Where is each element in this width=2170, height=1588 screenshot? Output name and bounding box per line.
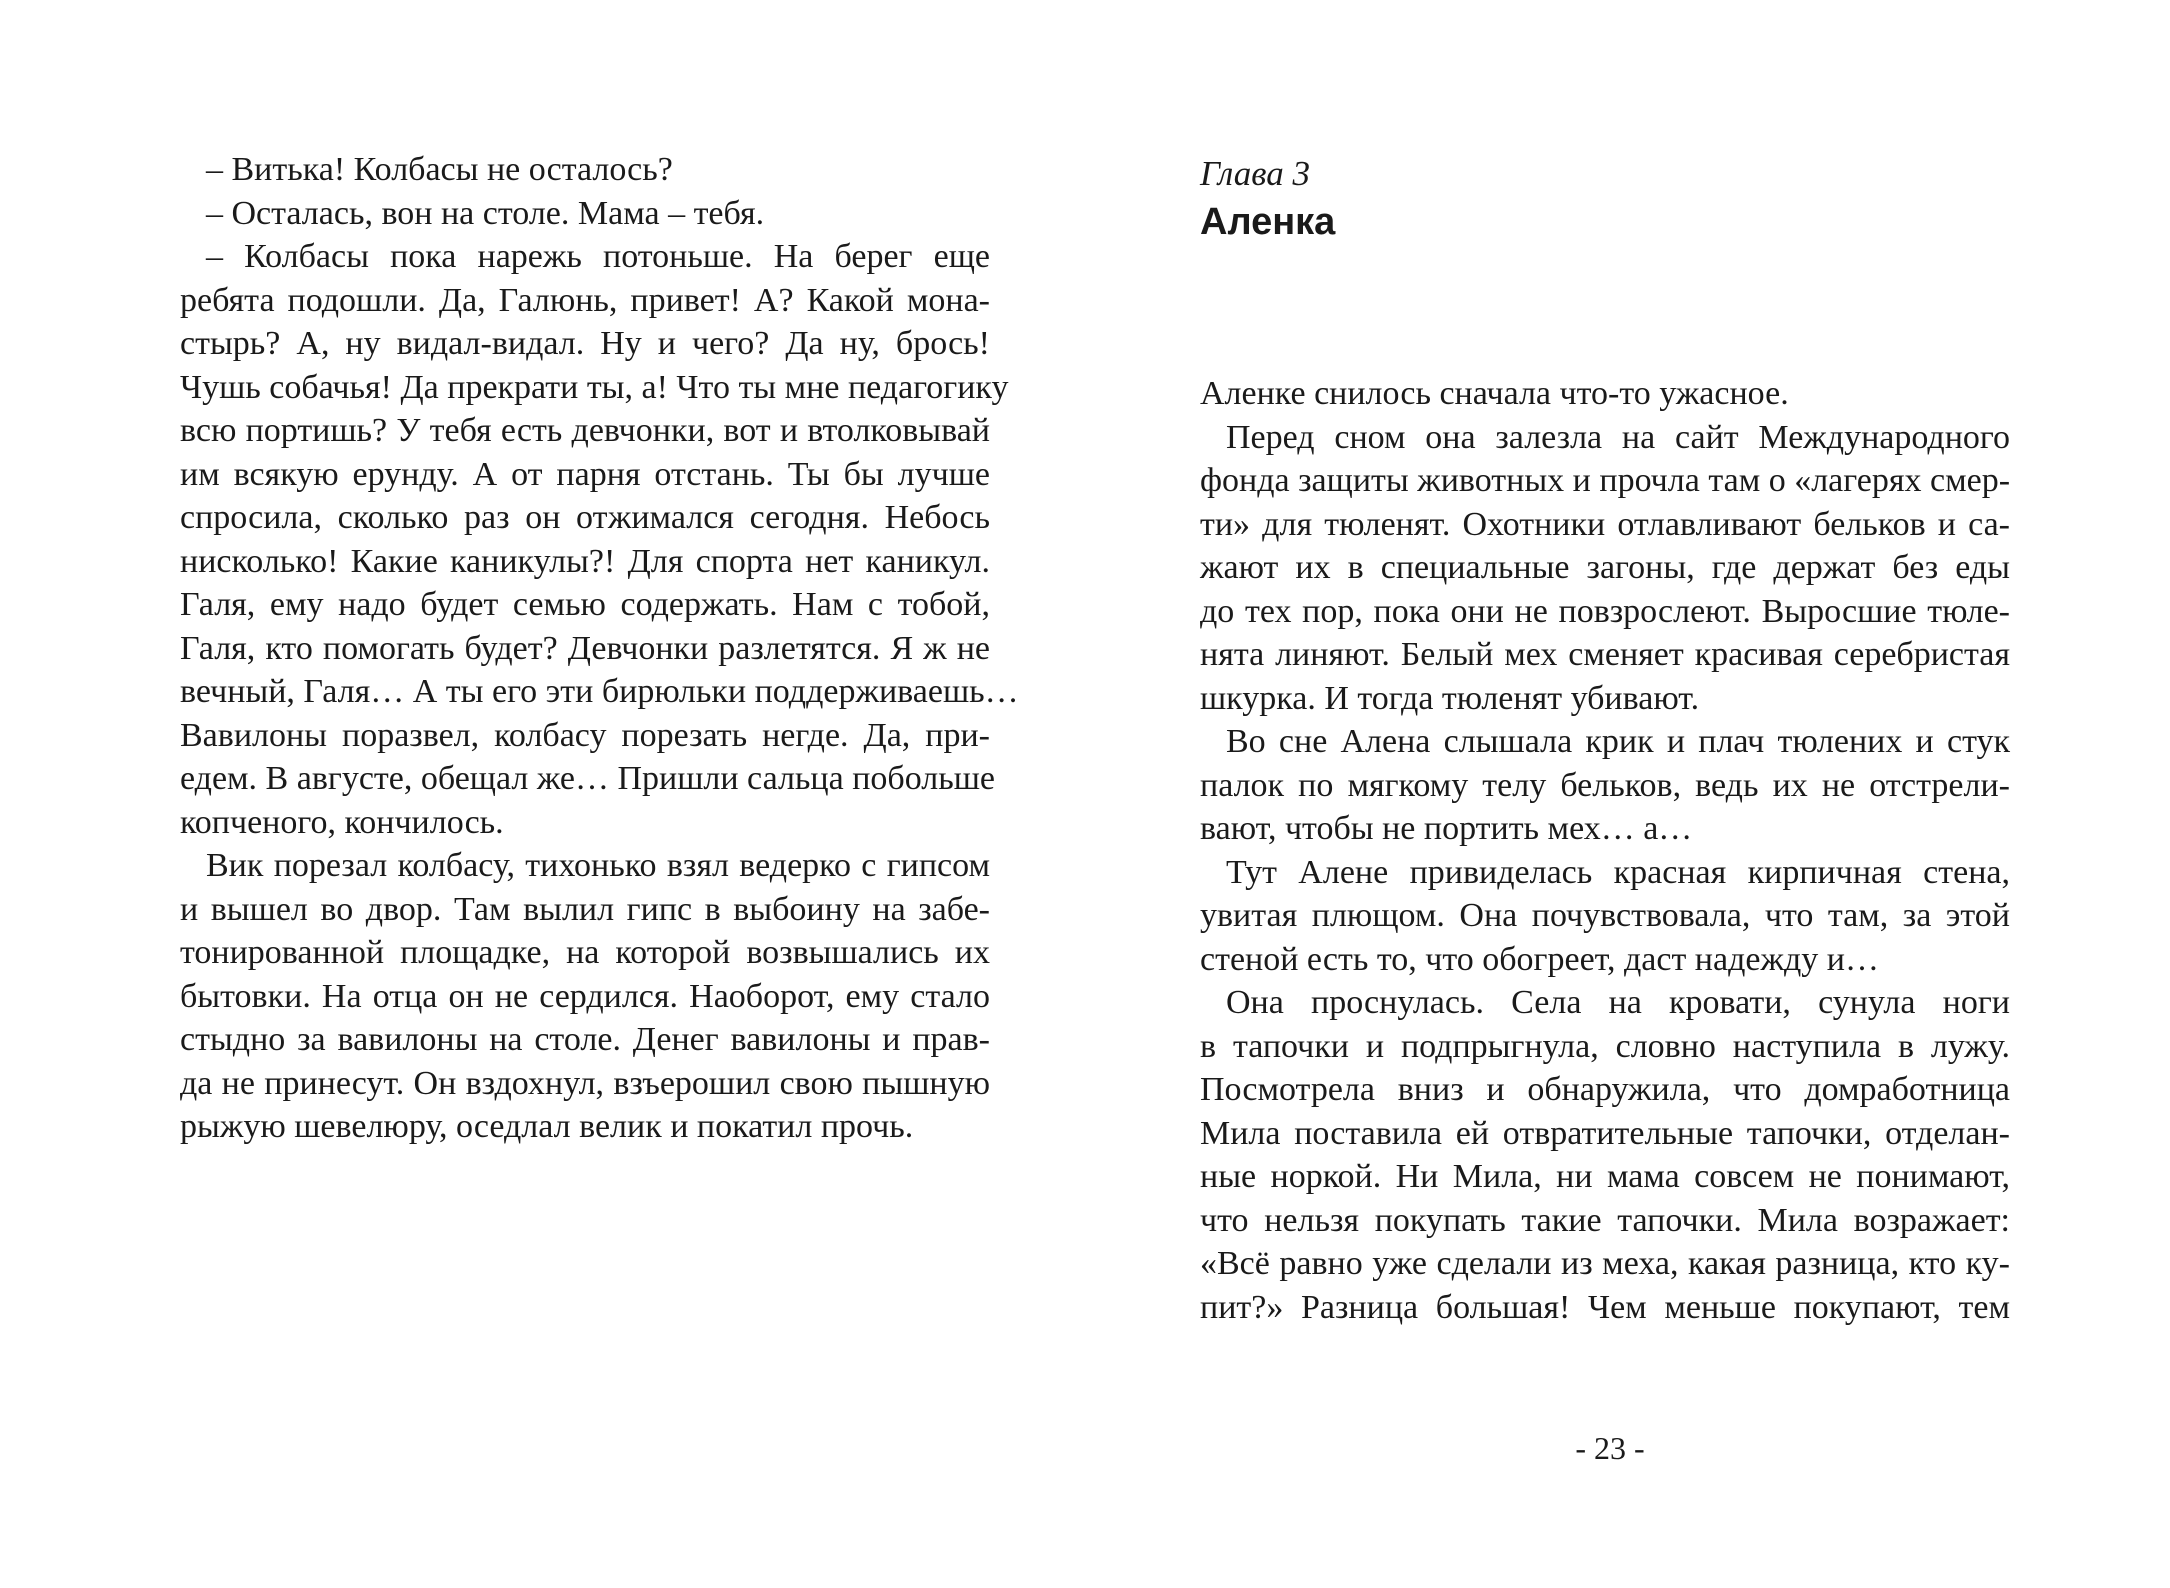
text-line: спросила, сколько раз он отжимался сегодня. Небось xyxy=(180,499,990,536)
text-line: Посмотрела вниз и обнаружила, что домработница xyxy=(1200,1071,2010,1108)
text-line: им всякую ерунду. А от парня отстань. Ты бы лучше xyxy=(180,455,990,493)
text-line: ребята подошли. Да, Галюнь, привет! А? Какой мона- xyxy=(180,281,990,319)
text-line: до тех пор, пока они не повзрослеют. Выросшие тюле- xyxy=(1200,592,2010,630)
text-line: тонированной площадке, на которой возвышались их xyxy=(180,934,990,971)
right-page-text xyxy=(1200,372,2010,1329)
text-line: шкурка. И тогда тюленят убивают. xyxy=(1200,679,1700,717)
text-line: Она проснулась. Села на кровати, сунула ноги xyxy=(1226,984,2010,1021)
text-line: палок по мягкому телу бельков, ведь их не отстрели- xyxy=(1200,766,2010,804)
text-line: в тапочки и подпрыгнула, словно наступила в лужу. xyxy=(1200,1027,2010,1065)
text-line: и вышел во двор. Там вылил гипс в выбоину на забе- xyxy=(180,890,990,928)
text-line: Галя, кто помогать будет? Девчонки разлетятся. Я ж не xyxy=(180,629,990,667)
text-line: Аленке снилось сначала что-то ужасное. xyxy=(1200,375,1789,412)
text-line: Чушь собачья! Да прекрати ты, а! Что ты мне педагогику xyxy=(180,368,1009,406)
chapter-label: Глава 3 xyxy=(1200,154,1310,193)
text-line: Вавилоны поразвел, колбасу порезать негде. Да, при- xyxy=(180,716,990,754)
text-line: стырь? А, ну видал-видал. Ну и чего? Да ну, брось! xyxy=(180,325,990,362)
text-line: стеной есть то, что обогреет, даст надежду и… xyxy=(1200,940,1879,978)
text-line: ные норкой. Ни Мила, ни мама совсем не понимают, xyxy=(1200,1158,2010,1195)
text-line: Вик порезал колбасу, тихонько взял ведерко с гипсом xyxy=(206,847,990,884)
text-line: пит?» Разница большая! Чем меньше покупают, тем xyxy=(1200,1288,2010,1326)
text-line: Галя, ему надо будет семью содержать. Нам с тобой, xyxy=(180,586,990,623)
text-line: копченого, кончилось. xyxy=(180,803,504,841)
text-line: – Осталась, вон на столе. Мама – тебя. xyxy=(206,194,765,232)
text-line: Во сне Алена слышала крик и плач тюлених и стук xyxy=(1226,723,2010,760)
text-line: едем. В августе, обещал же… Пришли сальца побольше xyxy=(180,760,996,797)
right-page xyxy=(1200,148,2010,1329)
page-number: - 23 - xyxy=(1575,1430,1645,1466)
text-line: бытовки. На отца он не сердился. Наоборот, ему стало xyxy=(180,977,990,1015)
text-line: нисколько! Какие каникулы?! Для спорта нет каникул. xyxy=(180,542,990,580)
text-line: фонда защиты животных и прочла там о «лагерях смер- xyxy=(1200,462,2011,499)
text-line: – Колбасы пока нарежь потоньше. На берег еще xyxy=(206,238,990,275)
text-line: всю портишь? У тебя есть девчонки, вот и втолковывай xyxy=(180,412,990,449)
text-line: рыжую шевелюру, оседлал велик и покатил прочь. xyxy=(180,1108,914,1145)
text-line: стыдно за вавилоны на столе. Денег вавилоны и прав- xyxy=(180,1021,990,1058)
text-line: Тут Алене привиделась красная кирпичная стена, xyxy=(1226,853,2010,891)
text-line: «Всё равно уже сделали из меха, какая разница, кто ку- xyxy=(1200,1245,2010,1282)
text-line: вают, чтобы не портить мех… а… xyxy=(1200,810,1693,847)
text-line: вечный, Галя… А ты его эти бирюльки поддерживаешь… xyxy=(180,673,1019,710)
chapter-title: Аленка xyxy=(1200,201,1336,243)
left-page xyxy=(180,148,1019,1149)
text-line: нята линяют. Белый мех сменяет красивая серебристая xyxy=(1200,636,2010,673)
text-line: что нельзя покупать такие тапочки. Мила возражает: xyxy=(1200,1201,2010,1239)
text-line: Мила поставила ей отвратительные тапочки, отделан- xyxy=(1200,1114,2010,1152)
text-line: ти» для тюленят. Охотники отлавливают бельков и са- xyxy=(1200,505,2010,543)
text-line: Перед сном она залезла на сайт Международного xyxy=(1226,418,2010,456)
text-line: – Витька! Колбасы не осталось? xyxy=(206,151,673,188)
text-line: увитая плющом. Она почувствовала, что там, за этой xyxy=(1200,897,2010,934)
left-page-text xyxy=(180,148,1019,1149)
text-line: жают их в специальные загоны, где держат без еды xyxy=(1200,549,2010,586)
text-line: да не принесут. Он вздохнул, взъерошил свою пышную xyxy=(180,1064,990,1102)
